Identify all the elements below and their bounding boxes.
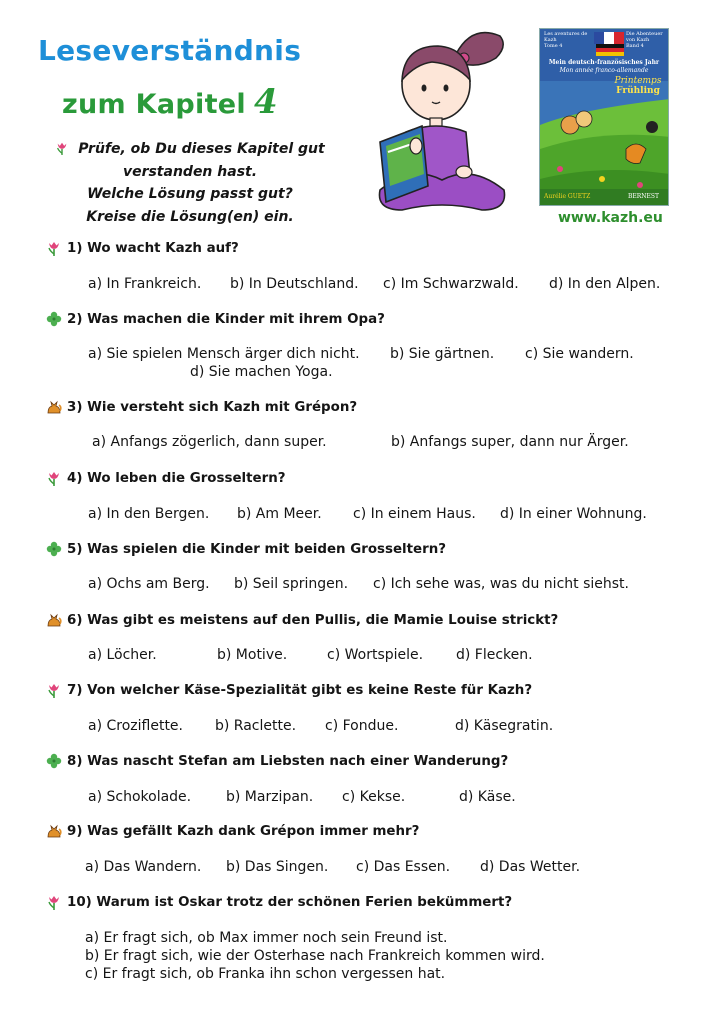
tulip-icon	[55, 141, 74, 157]
website-link[interactable]: www.kazh.eu	[558, 210, 663, 226]
chapter-number: 4	[253, 82, 278, 122]
answer-option[interactable]: b) In Deutschland.	[230, 276, 359, 292]
cover-title-fr: Mon année franco-allemande	[559, 67, 649, 74]
answer-option[interactable]: a) Löcher.	[88, 647, 157, 663]
tulip-icon	[46, 240, 62, 256]
tulip-icon	[46, 470, 62, 486]
answer-option[interactable]: c) Wortspiele.	[327, 647, 424, 663]
clover-icon	[46, 311, 62, 327]
answer-option[interactable]: b) Anfangs super, dann nur Ärger.	[391, 434, 629, 450]
question-4-title	[46, 470, 286, 486]
answer-option[interactable]: c) Sie wandern.	[525, 346, 634, 362]
instructions	[40, 138, 340, 228]
question-text: 10) Warum ist Oskar trotz der schönen Ferien bekümmert?	[67, 894, 513, 910]
answer-option[interactable]: b) Er fragt sich, wie der Osterhase nach Frankreich kommen wird.	[85, 948, 545, 964]
answer-option[interactable]: d) In den Alpen.	[549, 276, 661, 292]
cover-top-left	[544, 31, 594, 49]
answer-option[interactable]: a) In Frankreich.	[88, 276, 202, 292]
worksheet-subtitle	[62, 82, 278, 122]
question-text: 5) Was spielen die Kinder mit beiden Grosseltern?	[67, 541, 447, 557]
answer-option[interactable]: c) In einem Haus.	[353, 506, 476, 522]
answer-option[interactable]: d) Flecken.	[456, 647, 533, 663]
tulip-icon	[46, 682, 62, 698]
question-1-title	[46, 240, 239, 256]
cover-top-right	[626, 31, 668, 49]
worksheet-title: Leseverständnis	[38, 34, 302, 67]
intro-line-1: Prüfe, ob Du dieses Kapitel gut	[78, 141, 325, 157]
cat-icon	[46, 823, 62, 839]
intro-line-4: Kreise die Lösung(en) ein.	[86, 208, 294, 225]
cat-icon	[46, 399, 62, 415]
question-text: 2) Was machen die Kinder mit ihrem Opa?	[67, 311, 385, 327]
question-5-title	[46, 541, 446, 557]
question-text: 6) Was gibt es meistens auf den Pullis, die Mamie Louise strickt?	[67, 612, 559, 628]
question-10-title	[46, 894, 512, 910]
cover-season-de: Frühling	[616, 86, 660, 96]
question-text: 1) Wo wacht Kazh auf?	[67, 240, 239, 256]
question-7-title	[46, 682, 532, 698]
answer-option[interactable]: d) Das Wetter.	[480, 859, 581, 875]
book-cover-image	[539, 28, 669, 206]
answer-option[interactable]: d) In einer Wohnung.	[500, 506, 647, 522]
answer-option[interactable]: c) Das Essen.	[356, 859, 451, 875]
answer-option[interactable]: c) Ich sehe was, was du nicht siehst.	[373, 576, 629, 592]
question-text: 7) Von welcher Käse-Spezialität gibt es keine Reste für Kazh?	[67, 682, 533, 698]
answer-option[interactable]: b) Am Meer.	[237, 506, 322, 522]
answer-option[interactable]: c) Im Schwarzwald.	[383, 276, 519, 292]
answer-option[interactable]: a) Das Wandern.	[85, 859, 202, 875]
cover-top-right-sub: Band 4	[626, 43, 644, 49]
answer-option[interactable]: b) Raclette.	[215, 718, 297, 734]
cover-top-right-text: Die Abenteuer von Kazh	[626, 31, 663, 43]
question-text: 8) Was nascht Stefan am Liebsten nach einer Wanderung?	[67, 753, 509, 769]
answer-option[interactable]: b) Das Singen.	[226, 859, 329, 875]
answer-option[interactable]: a) In den Bergen.	[88, 506, 210, 522]
answer-option[interactable]: a) Er fragt sich, ob Max immer noch sein Freund ist.	[85, 930, 448, 946]
answer-option[interactable]: d) Käse.	[459, 789, 516, 805]
clover-icon	[46, 541, 62, 557]
answer-option[interactable]: b) Motive.	[217, 647, 288, 663]
answer-option[interactable]: a) Schokolade.	[88, 789, 192, 805]
question-text: 4) Wo leben die Grosseltern?	[67, 470, 286, 486]
cover-top-left-sub: Tome 4	[544, 43, 563, 49]
answer-option[interactable]: b) Seil springen.	[234, 576, 349, 592]
answer-option[interactable]: a) Sie spielen Mensch ärger dich nicht.	[88, 346, 360, 362]
answer-option[interactable]: c) Er fragt sich, ob Franka ihn schon vergessen hat.	[85, 966, 446, 982]
answer-option[interactable]: d) Sie machen Yoga.	[190, 364, 333, 380]
answer-option[interactable]: a) Croziflette.	[88, 718, 183, 734]
subtitle-text: zum Kapitel	[62, 89, 246, 120]
answer-option[interactable]: b) Sie gärtnen.	[390, 346, 495, 362]
girl-reading-illustration	[372, 24, 514, 218]
answer-option[interactable]: c) Fondue.	[325, 718, 399, 734]
answer-option[interactable]: a) Ochs am Berg.	[88, 576, 210, 592]
question-text: 9) Was gefällt Kazh dank Grépon immer mehr?	[67, 823, 420, 839]
question-2-title	[46, 311, 385, 327]
cover-top-left-text: Les aventures de Kazh	[544, 31, 588, 43]
cover-season-fr: Printemps	[614, 76, 662, 86]
answer-option[interactable]: c) Kekse.	[342, 789, 406, 805]
cover-author: Aurélie GUETZ	[544, 193, 591, 200]
cat-icon	[46, 612, 62, 628]
question-9-title	[46, 823, 419, 839]
intro-line-3: Welche Lösung passt gut?	[87, 186, 293, 202]
clover-icon	[46, 753, 62, 769]
tulip-icon	[46, 894, 62, 910]
intro-line-2: verstanden hast.	[122, 163, 258, 180]
answer-option[interactable]: a) Anfangs zögerlich, dann super.	[92, 434, 327, 450]
question-6-title	[46, 612, 558, 628]
cover-illustrator: BERNEST	[628, 193, 660, 200]
question-3-title	[46, 399, 357, 415]
question-8-title	[46, 753, 508, 769]
answer-option[interactable]: b) Marzipan.	[226, 789, 314, 805]
answer-option[interactable]: d) Käsegratin.	[455, 718, 554, 734]
question-text: 3) Wie versteht sich Kazh mit Grépon?	[67, 399, 358, 415]
cover-title-de: Mein deutsch-französisches Jahr	[548, 59, 660, 66]
